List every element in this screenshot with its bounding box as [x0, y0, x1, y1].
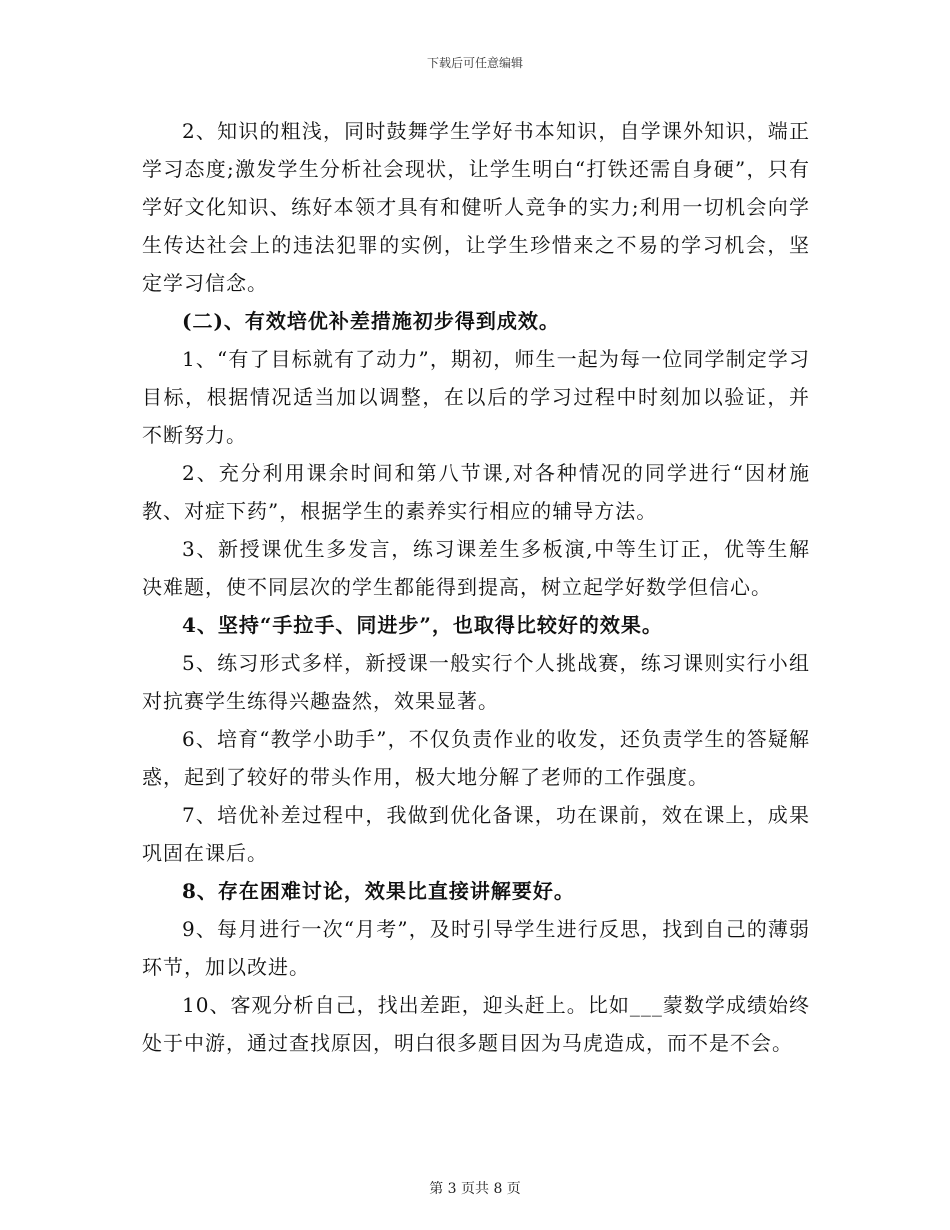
- paragraph: 7、培优补差过程中，我做到优化备课，功在课前，效在课上，成果巩固在课后。: [142, 803, 810, 865]
- page-number: 第 3 页共 8 页: [429, 1181, 521, 1197]
- page-header: 下载后可任意编辑: [426, 56, 523, 70]
- paragraph: 2、充分利用课余时间和第八节课,对各种情况的同学进行“因材施教、对症下药”，根据学生的素养实行相应的辅导方法。: [142, 461, 810, 523]
- paragraph: 8、存在困难讨论，效果比直接讲解要好。: [182, 879, 575, 903]
- paragraph: 10、客观分析自己，找出差距，迎头赶上。比如___蒙数学成绩始终处于中游，通过查找原因，明白很多题目因为马虎造成，而不是不会。: [142, 993, 810, 1055]
- paragraph: 2、知识的粗浅，同时鼓舞学生学好书本知识，自学课外知识，端正学习态度;激发学生分析社会现状，让学生明白“打铁还需自身硬”，只有学好文化知识、练好本领才具有和健听人竞争的实力;利用一切机会向学生传达社会上的违法犯罪的实例，让学生珍惜来之不易的学习机会，坚定学习信念。: [142, 119, 810, 295]
- paragraph: 4、坚持“手拉手、同进步”，也取得比较好的效果。: [182, 613, 663, 637]
- paragraph: 3、新授课优生多发言，练习课差生多板演,中等生订正，优等生解决难题，使不同层次的学生都能得到提高，树立起学好数学但信心。: [142, 537, 810, 599]
- paragraph: (二)、有效培优补差措施初步得到成效。: [182, 309, 560, 333]
- paragraph: 9、每月进行一次“月考”，及时引导学生进行反思，找到自己的薄弱环节，加以改进。: [142, 917, 810, 979]
- document-body: [142, 112, 810, 1062]
- paragraph: 5、练习形式多样，新授课一般实行个人挑战赛，练习课则实行小组对抗赛学生练得兴趣盎然，效果显著。: [142, 651, 810, 713]
- paragraph: 6、培育“教学小助手”，不仅负责作业的收发，还负责学生的答疑解惑，起到了较好的带头作用，极大地分解了老师的工作强度。: [142, 727, 810, 789]
- paragraph: 1、“有了目标就有了动力”，期初，师生一起为每一位同学制定学习目标，根据情况适当加以调整，在以后的学习过程中时刻加以验证，并不断努力。: [142, 347, 810, 447]
